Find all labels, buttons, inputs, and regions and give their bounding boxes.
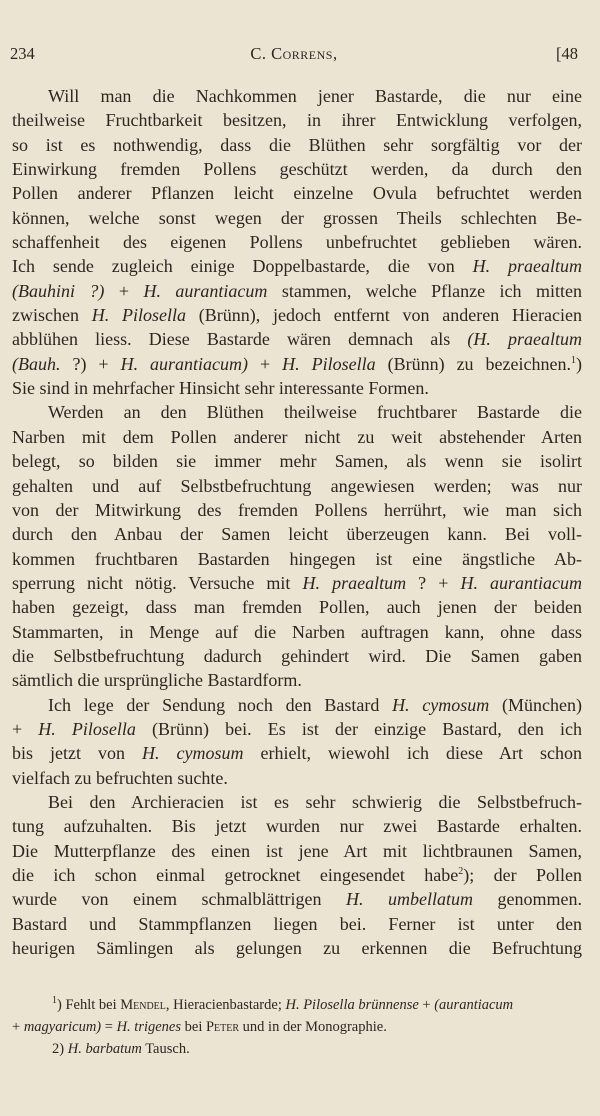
page-number: 234 — [10, 44, 35, 63]
text-line: sämtlich die ursprüngliche Bastardform. — [12, 670, 302, 691]
text-line: belegt, so bilden sie immer mehr Samen, als wenn sie isolirt — [12, 451, 582, 472]
text-line: heurigen Sämlingen als gelungen zu erkennen die Befruchtung — [12, 938, 582, 959]
text-line: theilweise Fruchtbarkeit besitzen, in ihrer Entwicklung verfolgen, — [12, 110, 582, 131]
text-line: schaffenheit des eigenen Pollens unbefruchtet geblieben wären. — [12, 232, 582, 253]
text-line: Will man die Nachkommen jener Bastarde, die nur eine — [48, 86, 582, 106]
text-line: Die Mutterpflanze des einen ist jene Art mit lichtbraunen Samen, — [12, 840, 582, 861]
text-line: (Bauh. ?) + H. aurantiacum) + H. Pilosella (Brünn) zu bezeichnen.$^1$) — [12, 353, 582, 374]
text-line: Sie sind in mehrfacher Hinsicht sehr interessante Formen. — [12, 378, 429, 399]
text-line: + H. Pilosella (Brünn) bei. Es ist der einzige Bastard, den ich — [12, 718, 583, 739]
text-line: gehalten und auf Selbstbefruchtung angewiesen werden; was nur — [12, 475, 582, 496]
text-line: (Bauhini ?) + H. aurantiacum stammen, welche Pflanze ich mitten — [12, 280, 582, 301]
text-line: wurde von einem schmalblättrigen H. umbellatum genommen. — [12, 889, 582, 910]
text-line: so ist es nothwendig, dass die Blüthen sehr sorgfältig vor der — [12, 134, 582, 155]
text-line: Werden an den Blüthen theilweise fruchtbarer Bastarde die — [48, 402, 582, 423]
text-line: zwischen H. Pilosella (Brünn), jedoch entfernt von anderen Hieracien — [12, 305, 582, 326]
text-line: bis jetzt von H. cymosum erhielt, wiewohl ich diese Art schon — [12, 743, 582, 764]
running-header — [10, 44, 578, 68]
text-line: Ich lege der Sendung noch den Bastard H. cymosum (München) — [48, 694, 582, 715]
text-line: Narben mit dem Pollen anderer nicht zu weit abstehender Arten — [12, 426, 582, 447]
text-line: abblühen liess. Diese Bastarde wären demnach als (H. praealtum — [12, 329, 582, 350]
body-text — [12, 84, 582, 960]
text-line: Pollen anderer Pflanzen leicht einzelne Ovula befruchtet werden — [12, 183, 582, 204]
text-line: kommen fruchtbaren Bastarden hingegen ist eine ängstliche Ab- — [12, 548, 582, 569]
text-line: sperrung nicht nötig. Versuche mit H. praealtum ? + H. aurantiacum — [12, 572, 583, 593]
text-line: Bei den Archieracien ist es sehr schwierig die Selbstbefruch- — [48, 791, 582, 812]
text-line: haben gezeigt, dass man fremden Pollen, auch jenen der beiden — [12, 597, 582, 618]
text-line: tung aufzuhalten. Bis jetzt wurden nur zwei Bastarde erhalten. — [12, 816, 582, 837]
signature-mark: [48 — [556, 44, 578, 63]
text-line: können, welche sonst wegen der grossen Theils schlechten Be- — [12, 207, 582, 228]
footnotes — [12, 994, 582, 1060]
footnote-line: 2) H. barbatum Tausch. — [52, 1041, 190, 1057]
text-line: die Selbstbefruchtung dadurch gehindert wird. Die Samen gaben — [12, 645, 582, 666]
text-line: Einwirkung fremden Pollens geschützt werden, da durch den — [12, 159, 582, 180]
text-line: Bastard und Stammpflanzen liegen bei. Ferner ist unter den — [12, 913, 582, 934]
text-line: vielfach zu befruchten suchte. — [12, 767, 228, 788]
text-line: Ich sende zugleich einige Doppelbastarde, die von H. praealtum — [12, 256, 582, 277]
running-title: C. Correns, — [250, 44, 338, 63]
footnote-line: + magyaricum) = H. trigenes bei Peter und in der Monographie. — [12, 1019, 387, 1035]
text-line: durch den Anbau der Samen leicht überzeugen kann. Bei voll- — [12, 524, 582, 545]
text-line: von der Mitwirkung des fremden Pollens herrührt, wie man sich — [12, 499, 582, 520]
text-line: Stammarten, in Menge auf die Narben auftragen kann, ohne dass — [12, 621, 582, 642]
text-line: die ich schon einmal getrocknet eingesendet habe$^2$); der Pollen — [12, 865, 582, 885]
footnote-line: $^1$) Fehlt bei Mendel, Hieracienbastarde; H. Pilosella brünnense + (aurantiacum — [52, 995, 514, 1013]
